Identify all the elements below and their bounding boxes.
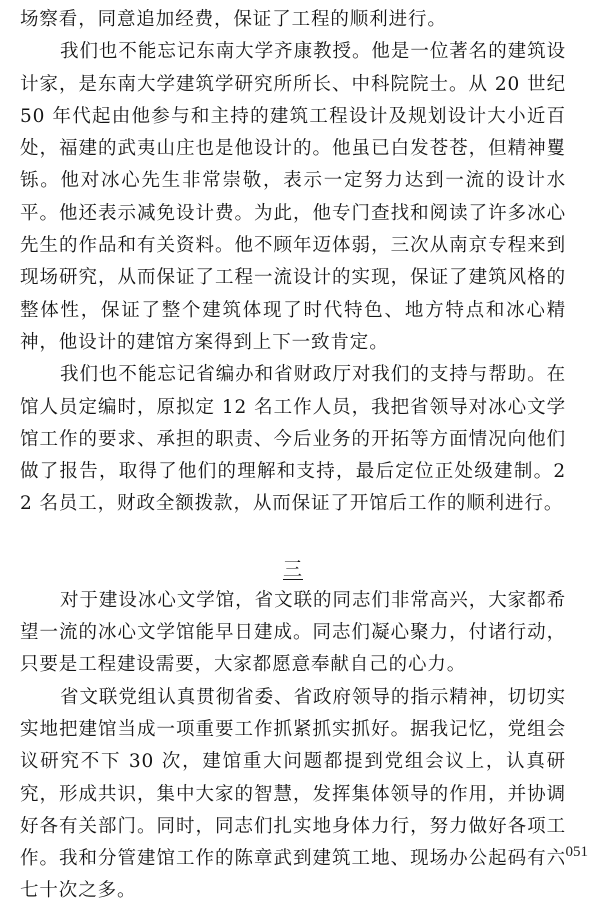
section-heading: 三 xyxy=(282,557,303,580)
paragraph-qi-kang: 我们也不能忘记东南大学齐康教授。他是一位著名的建筑设计家，是东南大学建筑学研究所所长、中科院院士。从 20 世纪 50 年代起由他参与和主持的建筑工程设计及规划设计大小近百处，福建的武夷山庄也是他设计的。他虽已白发苍苍，但精神矍铄。他对冰心先生非常崇敬，表示一定努力达到一流的设计水平。他还表示减免设计费。为此，他专门查找和阅读了许多冰心先生的作品和有关资料。他不顾年迈体弱，三次从南京专程来到现场研究，从而保证了工程一流设计的实现，保证了建筑风格的整体性，保证了整个建筑体现了时代特色、地方特点和冰心精神，他设计的建馆方案得到上下一致肯定。 xyxy=(20,41,566,353)
paragraph-party-group: 省文联党组认真贯彻省委、省政府领导的指示精神，切切实实地把建馆当成一项重要工作抓紧抓实抓好。据我记忆，党组会议研究不下 30 次，建馆重大问题都提到党组会议上，认真研究，形成共识，集中大家的智慧，发挥集体领导的作用，并协调好各有关部门。同时，同志们扎实地身体力行，努力做好各项工作。我和分管建馆工作的陈章武到建筑工地、现场办公起码有六七十次之多。 xyxy=(20,686,566,902)
paragraph-continuation: 场察看，同意追加经费，保证了工程的顺利进行。 xyxy=(20,9,447,30)
page-number: 051 xyxy=(565,844,588,860)
paragraph-staffing-support: 我们也不能忘记省编办和省财政厅对我们的支持与帮助。在馆人员定编时，原拟定 12 名工作人员，我把省领导对冰心文学馆工作的要求、承担的职责、今后业务的开拓等方面情况向他们做了报告，取得了他们的理解和支持，最后定位正处级建制。22 名员工，财政全额拨款，从而保证了开馆后工作的顺利进行。 xyxy=(20,364,566,515)
text-column xyxy=(20,4,566,908)
paragraph-federation-colleagues: 对于建设冰心文学馆，省文联的同志们非常高兴，大家都希望一流的冰心文学馆能早日建成。同志们凝心聚力，付诸行动，只要是工程建设需要，大家都愿意奉献自己的心力。 xyxy=(20,589,566,676)
